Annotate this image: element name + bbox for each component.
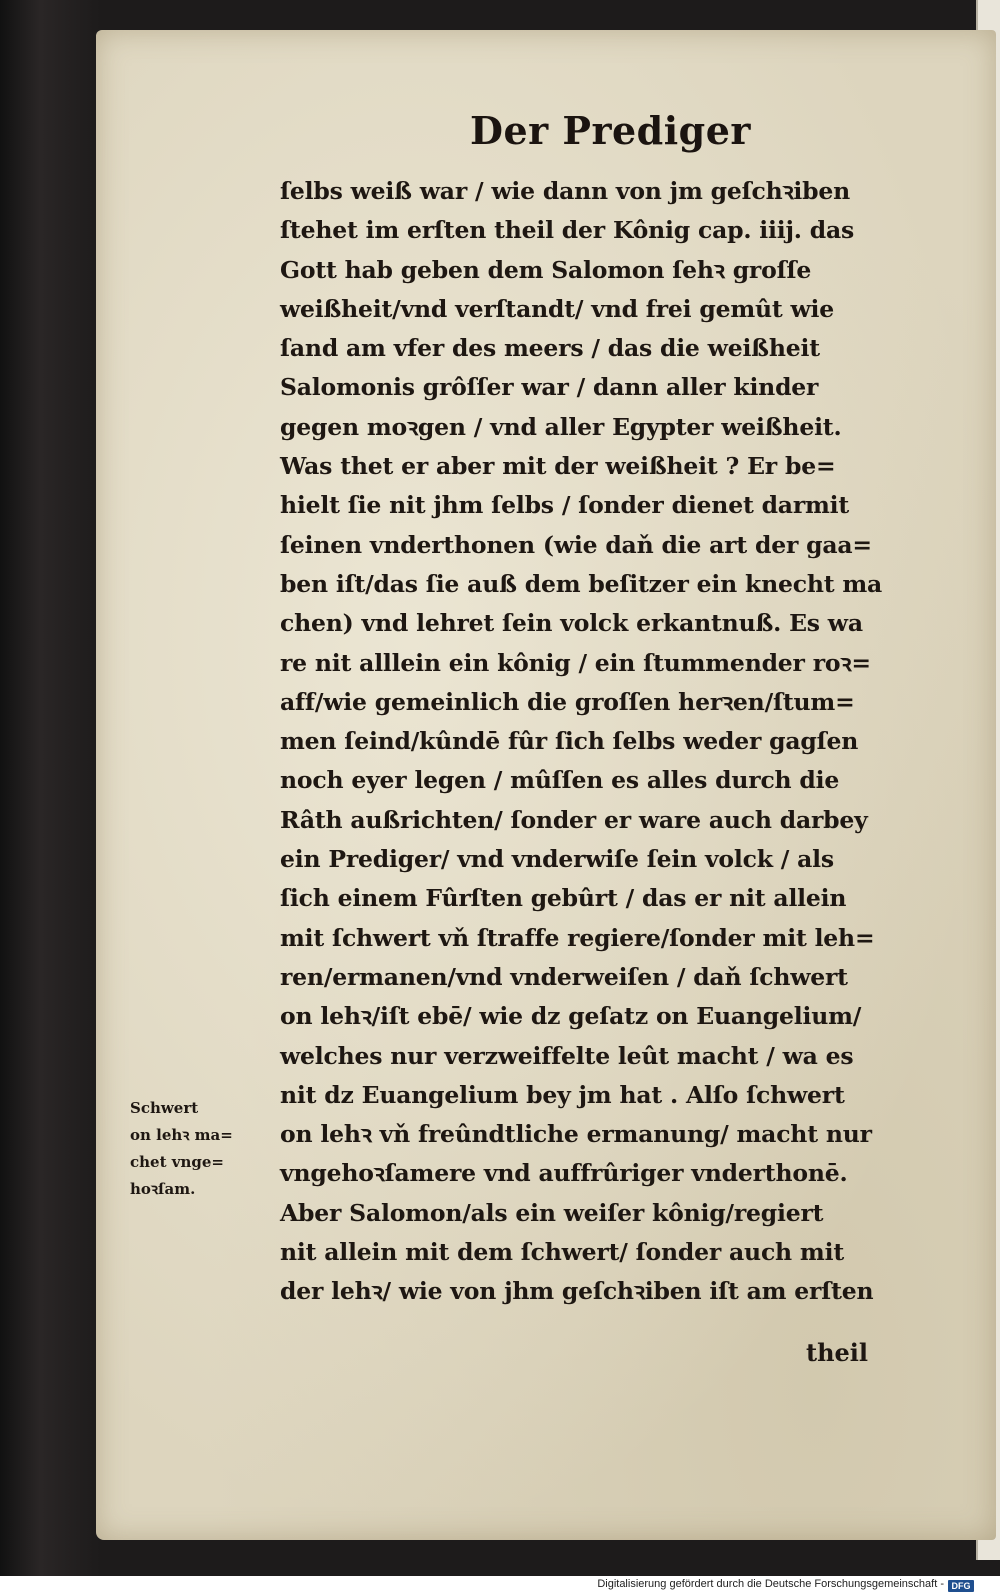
text-line: Aber Salomon/als ein weiſer kônig/regiert (280, 1198, 824, 1227)
text-line: ſelbs weiß war / wie dann von jm geſchꝛiben (280, 177, 851, 205)
text-line: men ſeind/kûndē fûr ſich ſelbs weder gagſen (280, 727, 859, 756)
text-line: ben iſt/das ſie auß dem beſitzer ein knecht ma (280, 569, 883, 598)
text-line: chen) vnd lehret ſein volck erkantnuß. Es wa (280, 609, 863, 638)
marginal-note-line: chet vnge= (130, 1153, 224, 1171)
text-line: nit dz Euangelium bey jm hat . Alſo ſchwert (280, 1080, 845, 1109)
footer-credit: Digitalisierung gefördert durch die Deutsche Forschungsgemeinschaft - (597, 1578, 944, 1590)
text-line: Salomonis grôſſer war / dann aller kinder (280, 373, 819, 402)
text-line: ren/ermanen/vnd vnderweiſen / daň ſchwert (280, 962, 848, 991)
text-line: weißheit/vnd verſtandt/ vnd frei gemût wie (280, 294, 835, 323)
text-line: on lehꝛ vň freûndtliche ermanung/ macht nur (280, 1120, 872, 1149)
text-line: aff/wie gemeinlich die groſſen herꝛen/ſtum= (280, 687, 855, 716)
dfg-logo: DFG (948, 1580, 974, 1592)
text-line: der lehꝛ/ wie von jhm geſchꝛiben iſt am erſten (280, 1277, 874, 1306)
marginal-note (130, 1095, 270, 1203)
body-text (280, 172, 930, 1312)
text-line: mit ſchwert vň ſtraffe regiere/ſonder mit leh= (280, 923, 875, 952)
text-line: vngehoꝛſamere vnd auffrûriger vnderthonē. (280, 1159, 848, 1188)
text-line: nit allein mit dem ſchwert/ ſonder auch mit (280, 1238, 844, 1267)
text-line: Gott hab geben dem Salomon ſehꝛ groſſe (280, 255, 812, 284)
marginal-note-line: on lehꝛ ma= (130, 1126, 233, 1144)
text-line: hielt ſie nit jhm ſelbs / ſonder dienet darmit (280, 491, 850, 520)
text-line: welches nur verzweiffelte leût macht / wa es (280, 1041, 854, 1070)
text-line: noch eyer legen / mûſſen es alles durch die (280, 766, 840, 795)
text-line: gegen moꝛgen / vnd aller Egypter weißheit. (280, 412, 842, 441)
running-head: Der Prediger (470, 108, 751, 153)
text-line: re nit alllein ein kônig / ein ſtummender roꝛ= (280, 648, 871, 677)
marginal-note-line: Schwert (130, 1099, 199, 1117)
text-line: ſand am vfer des meers / das die weißheit (280, 334, 820, 363)
text-line: ein Prediger/ vnd vnderwiſe ſein volck / als (280, 845, 834, 874)
text-line: Was thet er aber mit der weißheit ? Er be= (280, 452, 836, 481)
text-line: on lehꝛ/iſt ebē/ wie dz geſatz on Euangelium/ (280, 1002, 862, 1031)
text-line: ſich einem Fûrſten gebûrt / das er nit allein (280, 884, 847, 913)
marginal-note-line: hoꝛſam. (130, 1180, 196, 1198)
catchword: theil (806, 1338, 869, 1367)
text-line: ſeinen vnderthonen (wie daň die art der gaa= (280, 530, 872, 559)
text-line: ſtehet im erſten theil der Kônig cap. iiij. das (280, 216, 855, 245)
text-line: Râth außrichten/ ſonder er ware auch darbey (280, 805, 868, 834)
